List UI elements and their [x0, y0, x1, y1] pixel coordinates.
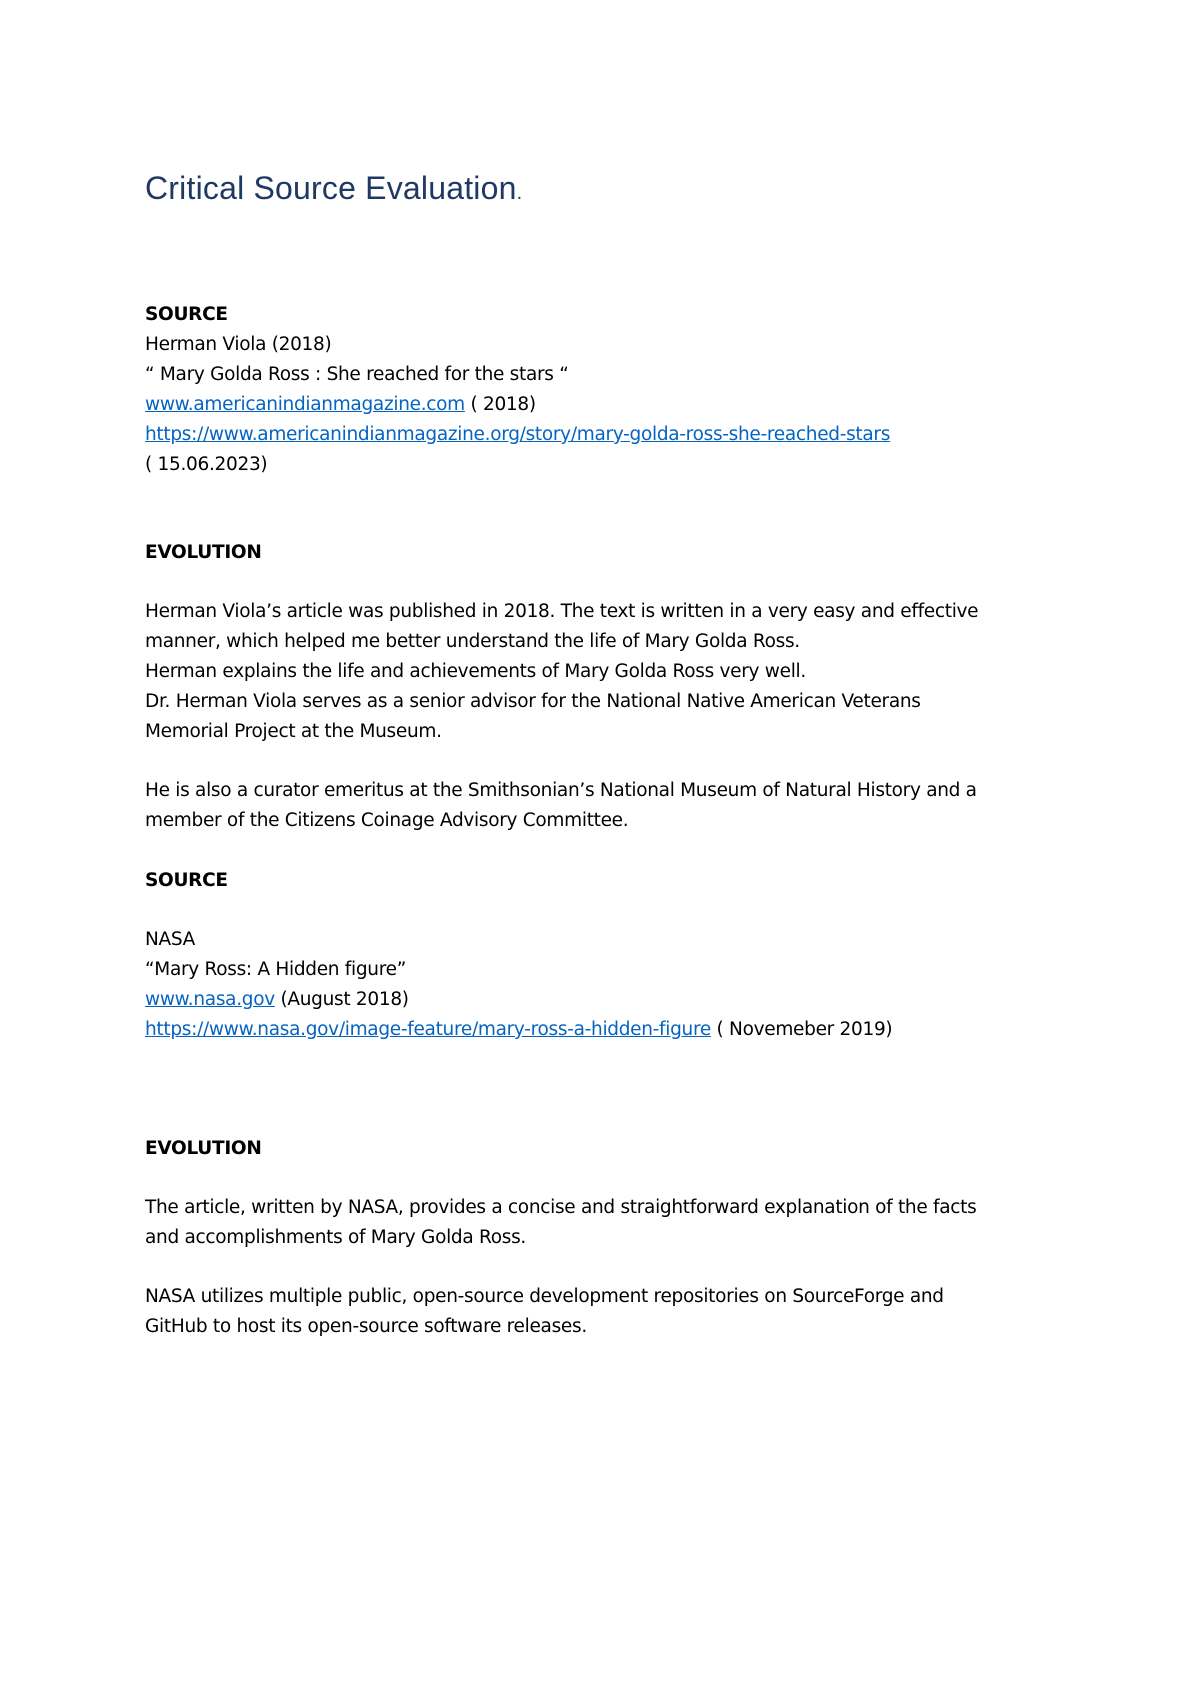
paragraph-line: Dr. Herman Viola serves as a senior advisor for the National Native American Veterans: [145, 691, 921, 712]
source-1-url-line: [145, 420, 1085, 450]
source-2-heading-block: [145, 866, 1085, 896]
evolution-1-paragraph-1: [145, 597, 1085, 747]
source-2-heading: SOURCE: [145, 870, 228, 891]
source-1-site-link[interactable]: www.americanindianmagazine.com: [145, 394, 465, 415]
source-1-site-line: [145, 390, 1085, 420]
source-2-article-title: “Mary Ross: A Hidden figure”: [145, 959, 406, 980]
evolution-1-section: [145, 538, 1085, 568]
evolution-1-paragraph-2: [145, 776, 1085, 836]
source-1-url-link[interactable]: https://www.americanindianmagazine.org/story/mary-golda-ross-she-reached-stars: [145, 424, 891, 445]
source-2-url-link[interactable]: https://www.nasa.gov/image-feature/mary-ross-a-hidden-figure: [145, 1019, 711, 1040]
paragraph-line: Herman Viola’s article was published in 2018. The text is written in a very easy and effective: [145, 601, 979, 622]
title-text: Critical Source Evaluation: [145, 170, 517, 206]
source-1-article-title: “ Mary Golda Ross : She reached for the stars “: [145, 364, 569, 385]
source-2-access-date: ( Novemeber 2019): [710, 1019, 893, 1040]
paragraph-line: He is also a curator emeritus at the Smithsonian’s National Museum of Natural History and a: [145, 780, 977, 801]
source-1-section: [145, 300, 1085, 480]
source-2-url-line: [145, 1015, 1085, 1045]
source-2-site-date: (August 2018): [274, 989, 409, 1010]
source-1-heading: SOURCE: [145, 304, 228, 325]
paragraph-line: Memorial Project at the Museum.: [145, 721, 442, 742]
evolution-1-heading: EVOLUTION: [145, 542, 262, 563]
evolution-2-paragraph-1: [145, 1193, 1085, 1253]
paragraph-line: and accomplishments of Mary Golda Ross.: [145, 1227, 526, 1248]
paragraph-line: The article, written by NASA, provides a concise and straightforward explanation of the facts: [145, 1197, 977, 1218]
evolution-2-paragraph-2: [145, 1282, 1085, 1342]
title-period: .: [516, 182, 523, 204]
evolution-2-section: [145, 1134, 1085, 1164]
paragraph-line: NASA utilizes multiple public, open-source development repositories on SourceForge and: [145, 1286, 944, 1307]
paragraph-line: Herman explains the life and achievements of Mary Golda Ross very well.: [145, 661, 806, 682]
source-2-site-line: [145, 985, 1085, 1015]
paragraph-line: manner, which helped me better understand the life of Mary Golda Ross.: [145, 631, 800, 652]
source-2-author: NASA: [145, 929, 196, 950]
source-2-section: [145, 925, 1085, 1045]
paragraph-line: member of the Citizens Coinage Advisory Committee.: [145, 810, 629, 831]
document-title: [145, 170, 522, 207]
evolution-2-heading: EVOLUTION: [145, 1138, 262, 1159]
source-1-access-date: ( 15.06.2023): [145, 454, 268, 475]
paragraph-line: GitHub to host its open-source software releases.: [145, 1316, 587, 1337]
source-2-site-link[interactable]: www.nasa.gov: [145, 989, 275, 1010]
source-1-author: Herman Viola (2018): [145, 334, 332, 355]
source-1-site-date: ( 2018): [464, 394, 536, 415]
